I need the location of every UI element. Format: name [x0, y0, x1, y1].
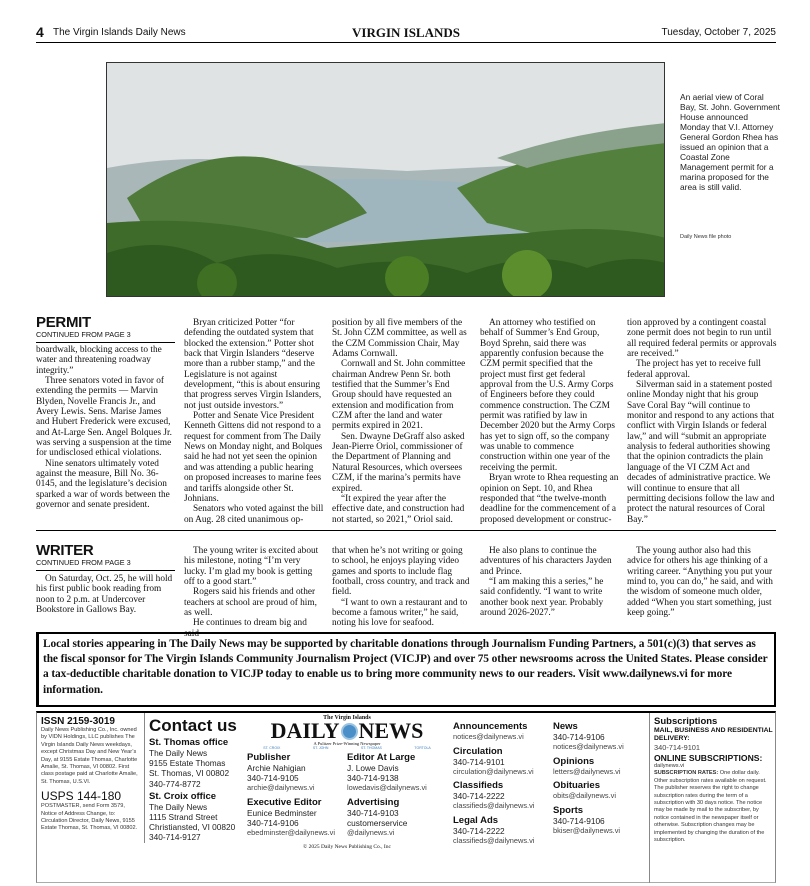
paragraph: Three senators voted in favor of extending the permits — Marvin Blyden, Novelle Francis Jr., and Avery Lewis. Sens. Marise James and Hubert Frederick were excused, and At-Large Sen. Angel Bolques Jr. was serving a suspension at the time for undisclosed ethical violations.: [36, 376, 172, 459]
entry-email: @dailynews.vi: [347, 828, 395, 838]
permit-column: [36, 345, 176, 511]
office-line: St. Thomas, VI 00802: [149, 768, 230, 779]
subs-online-site: dailynews.vi: [654, 762, 685, 769]
contact-block: [149, 716, 249, 843]
paragraph: Cornwall and St. John committee chairman Andrew Penn Sr. both testified that the Summer’s End Group should have requested an extension and modification from CZM after the land and water permits expired in 2021.: [332, 359, 466, 432]
paragraph: “I want to own a restaurant and to become a famous writer,” he said, noting his love for seafood.: [332, 597, 468, 629]
entry-line: Archie Nahigian: [247, 763, 306, 773]
entry-title: Announcements: [453, 721, 528, 732]
page-header: [36, 24, 776, 43]
entry-line: 340-714-9106: [247, 818, 299, 829]
office-line: 340-714-9127: [149, 832, 201, 843]
donation-notice: Local stories appearing in The Daily News may be supported by charitable donations through Journalism Funding Partners, a 501(c)(3) that serves as the fiscal sponsor for The Virgin Islands Community Journalism Project (VICJP) and over 75 other newsrooms across the United States. Please consider a tax-deductible charitable donation to VICJP today to enable us to bring more community news to our readers. Visit www.dailynews.vi for more information.: [36, 632, 776, 707]
paragraph: Potter and Senate Vice President Kenneth Gittens did not respond to a request for comment from The Daily News on Monday night, and Bolques said he had not yet seen the opinion and was attending a public hearing on proposed increases to marine fees and tariffs alongside other St. Johnians.: [184, 411, 323, 504]
writer-column: [480, 546, 620, 618]
entry-line: 340-714-2222: [453, 825, 505, 836]
entry-title: Obituaries: [553, 780, 600, 792]
contact-entry: [553, 780, 653, 801]
publication-name: The Virgin Islands Daily News: [53, 27, 186, 38]
logo-island: TORTOLA: [414, 746, 431, 750]
writer-column: [627, 546, 777, 618]
office-line: 1115 Strand Street: [149, 812, 218, 823]
permit-continued-label: CONTINUED FROM PAGE 3: [36, 330, 175, 343]
entry-email: notices@dailynews.vi: [553, 742, 624, 752]
logo-island: ST. CROIX: [263, 746, 281, 750]
entry-line: 340-714-9106: [553, 815, 605, 826]
entry-email: lowedavis@dailynews.vi: [347, 783, 427, 793]
entry-title: Publisher: [247, 752, 291, 763]
photo-caption: An aerial view of Coral Bay, St. John. Government House announced Monday that V.I. Attorney General Gordon Rhea has issued an opinion that a Coastal Zone Management permit for a marina proposed for the area is still valid.: [680, 92, 780, 192]
entry-title: Editor At Large: [347, 752, 416, 763]
entry-email: classifieds@dailynews.vi: [453, 801, 535, 811]
entry-title: Legal Ads: [453, 814, 499, 826]
paragraph: The young writer is excited about his milestone, noting “I’m very lucky. I’m glad my book is getting off to a good start.”: [184, 546, 319, 588]
contact-title: Contact us: [149, 716, 237, 735]
subs-phone: 340-714-9101: [654, 743, 701, 753]
coral-bay-photo: [106, 62, 665, 297]
paragraph: He also plans to continue the adventures of his characters Jayden and Prince.: [480, 546, 612, 577]
contact-entry: [347, 797, 447, 838]
writer-kicker: WRITER: [36, 542, 94, 559]
paragraph: The young author also had this advice for others his age thinking of a writing career. “Anything you put your mind to, you can do,” he said, and with the wisdom of someone much older, added “When you start something, just keep going.”: [627, 546, 773, 619]
writer-continued-label: CONTINUED FROM PAGE 3: [36, 558, 175, 571]
entry-email: archie@dailynews.vi: [247, 783, 315, 793]
paragraph: Silverman said in a statement posted online Monday night that his group Save Coral Bay “will continue to monitor and respond to any actions that conflict with Virgin Islands or federal law,” and will “submit an appropriate analysis to federal authorities showing that the opinion contradicts the plain language of the VI CZM Act and decades of administrative practice. We will continue to ensure that all permitting decisions follow the law and protect the natural resources of Coral Bay.”: [627, 380, 775, 525]
office-line: Christiansted, VI 00820: [149, 822, 236, 833]
page-number: 4: [36, 24, 44, 40]
subscriptions-block: [654, 716, 774, 844]
logo-island: ST. JOHN: [312, 746, 329, 750]
usps-text: POSTMASTER, send Form 3579, Notice of Address Change, to: Circulation Director, Daily News, 9155 Estate Thomas, St. Thomas, VI 00802.: [41, 803, 138, 832]
paragraph: He continues to dream big and said: [184, 618, 307, 639]
entry-title: Advertising: [347, 796, 400, 808]
usps: USPS 144-180: [41, 789, 122, 804]
paragraph: tion approved by a contingent coastal zone permit does not begin to run until all required federal permits or approvals are received.”: [627, 318, 777, 360]
paragraph: Bryan criticized Potter “for defending the outdated system that blocked the extension.” Potter shot back that Virgin Islanders “deserve more than a rubber stamp,” and the Legislature is not against development, “this is about ensuring that progress serves Virgin Islanders, not just outside investors.”: [184, 318, 322, 411]
paragraph: On Saturday, Oct. 25, he will hold his first public book reading from noon to 2 p.m. at Undercover Bookstore in Gallows Bay.: [36, 574, 173, 616]
contact-entry: [553, 805, 653, 836]
paragraph: Nine senators ultimately voted against the measure, Bill No. 36-0145, and the legislature’s decision sparked a war of words between the governor and senate president.: [36, 458, 170, 511]
contact-entry: [553, 756, 653, 777]
entry-line: 340-714-9101: [453, 756, 505, 767]
entry-line: 340-714-9105: [247, 773, 299, 784]
logo-island: ST. THOMAS: [360, 746, 382, 750]
paragraph: The project has yet to receive full federal approval.: [627, 359, 761, 380]
entry-title: Classifieds: [453, 780, 504, 792]
issn: ISSN 2159-3019: [41, 716, 115, 727]
logo-top: The Virgin Islands: [323, 715, 371, 721]
entry-line: 340-714-2222: [453, 791, 505, 802]
entry-email: letters@dailynews.vi: [553, 766, 621, 776]
paragraph: that when he’s not writing or going to school, he enjoys playing video games and sports to include flag football, cross country, and track and field.: [332, 546, 470, 598]
contact-entry: [553, 721, 653, 752]
subs-rates-text: One dollar daily. Other subscription rates available on request. The publisher reserves the right to change subscription rates during the term of a subscription with 30 days notice. The notice may be made by mail to the subscriber, by notice contained in the newspaper itself or otherwise. Subscription changes may be implemented by changing the duration of the subscription.: [654, 770, 767, 843]
paragraph: Rogers said his friends and other teachers at school are proud of him, as well.: [184, 587, 317, 619]
entry-title: Opinions: [553, 755, 595, 767]
paragraph: position by all five members of the St. John CZM committee, as well as the CZM Commission Chair, May Adams Cornwall.: [332, 318, 467, 360]
contact-entry: [247, 752, 347, 793]
contact-entry: [453, 815, 553, 846]
entry-email: notices@dailynews.vi: [453, 732, 524, 741]
entry-title: News: [553, 721, 578, 732]
entry-line: 340-714-9106: [553, 732, 605, 742]
entry-line: Eunice Bedminster: [247, 807, 317, 818]
permit-column: [627, 318, 777, 525]
globe-icon: [341, 723, 358, 740]
entry-line: J. Lowe Davis: [347, 763, 399, 773]
subs-title: Subscriptions: [654, 716, 718, 727]
logo-tagline: A Pulitzer Prize-Winning Newspaper: [313, 741, 381, 746]
contact-entry: [247, 797, 347, 838]
entry-email: ebedminster@dailynews.vi: [247, 828, 336, 838]
masthead-footer: [36, 711, 776, 883]
paragraph: Senators who voted against the bill on Aug. 28 cited unanimous op-: [184, 504, 324, 525]
writer-column: [36, 574, 176, 615]
entry-email: classifieds@dailynews.vi: [453, 836, 535, 846]
permit-column: [332, 318, 472, 525]
paragraph: Bryan wrote to Rhea requesting an opinion on Sept. 10, and Rhea responded that “the twelve-month deadline for the commencement of a proposed development or construc-: [480, 473, 619, 525]
subs-rates-label: SUBSCRIPTION RATES:: [654, 770, 719, 777]
entry-email: obits@dailynews.vi: [553, 791, 616, 801]
subs-mail-label: MAIL, BUSINESS AND RESIDENTIAL DELIVERY:: [654, 727, 773, 743]
paragraph: Sen. Dwayne DeGraff also asked Jean-Pierre Oriol, commissioner of the Department of Planning and Natural Resources, which oversees CZM, if the marina’s permits have expired.: [332, 431, 465, 494]
permit-column: [184, 318, 324, 525]
office-line: The Daily News: [149, 748, 208, 758]
section-title: VIRGIN ISLANDS: [352, 25, 460, 40]
contact-entry: [347, 752, 447, 793]
paragraph: “It expired the year after the effective date, and construction had not started, so 2021,” Oriol said.: [332, 493, 465, 525]
subs-online-label: ONLINE SUBSCRIPTIONS:: [654, 752, 763, 763]
issue-date: Tuesday, October 7, 2025: [661, 27, 776, 38]
entry-title: Executive Editor: [247, 796, 322, 808]
permit-kicker: PERMIT: [36, 314, 91, 331]
photo-credit: Daily News file photo: [680, 234, 732, 240]
writer-column: [332, 546, 472, 629]
entry-line: 340-714-9138: [347, 773, 399, 784]
logo-word-right: NEWS: [358, 718, 424, 743]
entry-line: 340-714-9103: [347, 807, 399, 818]
logo-block: [247, 715, 447, 850]
paragraph: “I am making this a series,” he said confidently. “I want to write another book next year. Probably around 2026-2027.”: [480, 577, 604, 619]
entry-email: bkiser@dailynews.vi: [553, 825, 621, 835]
office-name: St. Croix office: [149, 790, 217, 802]
writer-headline: [36, 543, 175, 571]
entry-title: Sports: [553, 804, 584, 816]
permit-headline: [36, 315, 175, 343]
contact-entry: [453, 746, 553, 777]
paragraph: An attorney who testified on behalf of Summer’s End Group, Boyd Sprehn, said there was apparently confusion because the CZM permit specified that the project must first get federal approval from the U.S. Army Corps of Engineers before they could commence construction. The CZM permit was ratified by law in December 2020 but the Army Corps has yet to sign off, so the company was unable to commence construction within one year of the receiving the permit.: [480, 318, 616, 473]
issn-text: Daily News Publishing Co., Inc. owned by VIDN Holdings, LLC publishes The Virgin Islands Daily News weekdays, except Christmas Day and New Year’s Day, at 9155 Estate Thomas, Charlotte Amalie, St. Thomas, VI 00802. First class postage paid at Charlotte Amalie, St. Thomas, U.S.VI.: [41, 727, 138, 785]
contact-entry: [453, 780, 553, 811]
office-line: The Daily News: [149, 801, 208, 812]
section-divider: [36, 530, 776, 531]
copyright: © 2025 Daily News Publishing Co., Inc: [303, 843, 391, 850]
contact-entry: [453, 721, 553, 742]
issn-block: [41, 716, 141, 833]
office-line: 340-774-8772: [149, 778, 201, 789]
entry-title: Circulation: [453, 745, 503, 757]
paragraph: boardwalk, blocking access to the water and threatening roadway integrity.”: [36, 345, 162, 376]
logo-word-left: DAILY: [270, 718, 340, 743]
office-name: St. Thomas office: [149, 737, 229, 748]
writer-column: [184, 546, 324, 639]
entry-line: customerservice: [347, 818, 408, 829]
office-line: 9155 Estate Thomas: [149, 758, 226, 769]
permit-column: [480, 318, 620, 525]
entry-email: circulation@dailynews.vi: [453, 766, 534, 776]
